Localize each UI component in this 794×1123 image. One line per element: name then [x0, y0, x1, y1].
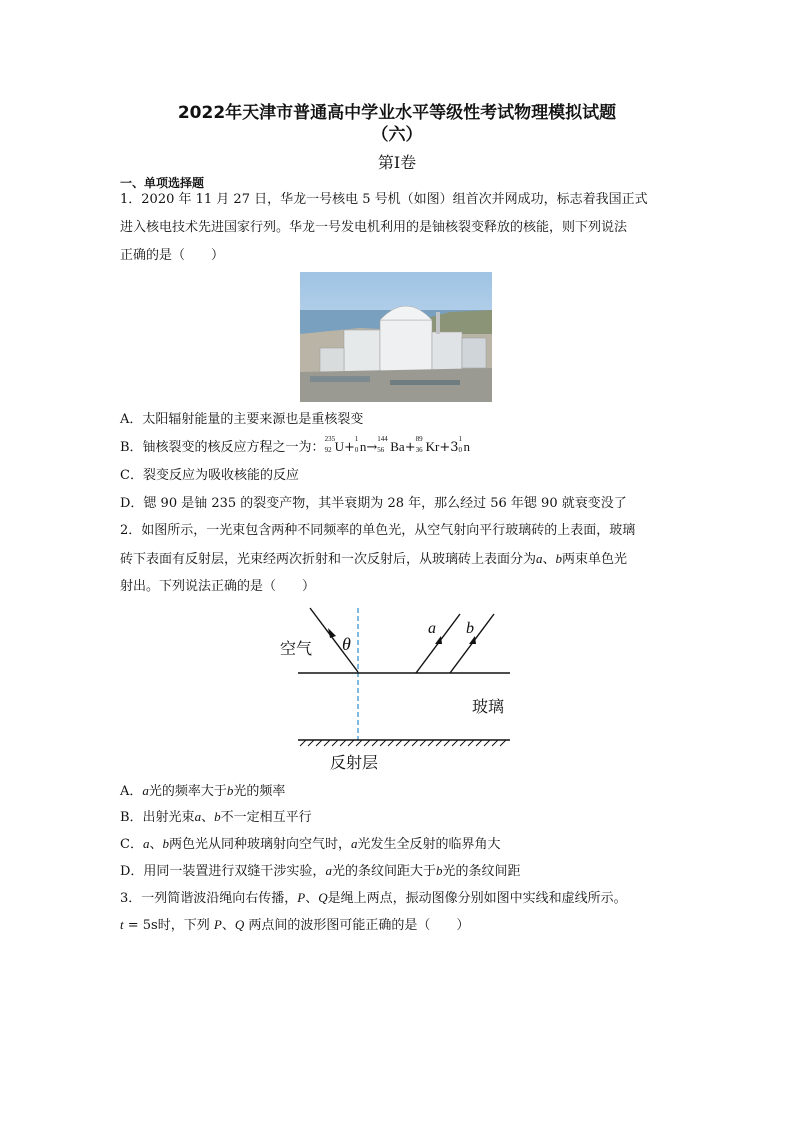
q2-option-b: B．出射光束a、b不一定相互平行: [120, 809, 312, 825]
nuclide-neutron-2: 1 0 n: [458, 435, 471, 454]
q1-option-b-text: B．铀核裂变的核反应方程之一为：: [120, 440, 325, 455]
air-label: 空气: [280, 639, 313, 658]
q2-option-a: A．a光的频率大于b光的频率: [120, 783, 286, 799]
q1-option-d: D．锶 90 是铀 235 的裂变产物，其半衰期为 28 年，那么经过 56 年锶 90 就衰变没了: [120, 496, 627, 511]
page-title: 2022年天津市普通高中学业水平等级性考试物理模拟试题: [177, 103, 617, 123]
q1-option-c: C．裂变反应为吸收核能的反应: [120, 468, 299, 483]
q2-option-c: C．a、b两色光从同种玻璃射向空气时，a光发生全反射的临界角大: [120, 836, 501, 852]
nuclide-neutron: 1 0 n: [354, 435, 367, 454]
q1-option-b: B．铀核裂变的核反应方程之一为： 235 92 U+ 1 0 n→ 144 56 Ba+ 89 36 Kr+3 1 0 n: [120, 435, 471, 455]
reaction-arrow: →: [366, 440, 378, 455]
page-subtitle: （六）: [371, 125, 423, 145]
q2-line-2: 砖下表面有反射层，光束经两次折射和一次反射后，从玻璃砖上表面分为a、b两束单色光: [120, 551, 628, 567]
glass-label: 玻璃: [472, 697, 505, 716]
hatch-marks: [300, 740, 506, 746]
nuclide-u235: 235 92 U: [324, 435, 344, 454]
q2-line-1: 2．如图所示，一光束包含两种不同频率的单色光，从空气射向平行玻璃砖的上表面，玻璃: [120, 523, 636, 538]
q3-line-1: 3．一列简谐波沿绳向右传播，P、Q是绳上两点，振动图像分别如图中实线和虚线所示。: [120, 890, 627, 906]
q2-option-d: D．用同一装置进行双缝干涉实验，a光的条纹间距大于b光的条纹间距: [120, 863, 521, 879]
q1-option-a: A．太阳辐射能量的主要来源也是重核裂变: [120, 412, 364, 427]
theta-label: θ: [342, 634, 351, 654]
ray-b-label: b: [466, 620, 474, 637]
reflect-layer-label: 反射层: [330, 753, 379, 772]
volume-label: 第Ⅰ卷: [377, 153, 417, 172]
nuclide-ba144: 144 56 Ba: [377, 435, 405, 454]
q3-line-2: t = 5s时，下列 P、Q 两点间的波形图可能正确的是（ ）: [120, 917, 470, 933]
q2-line-3: 射出。下列说法正确的是（ ）: [120, 579, 316, 594]
nuclide-kr89: 89 36 Kr: [415, 435, 440, 454]
incident-arrow-icon: [328, 628, 336, 638]
q1-line-1: 1．2020 年 11 月 27 日，华龙一号核电 5 号机（如图）组首次并网成功，标志着我国正式: [120, 192, 648, 207]
optics-figure: [270, 600, 530, 775]
ray-a-arrow-icon: [435, 636, 442, 644]
nuclear-plant-photo: [300, 272, 492, 402]
ray-a-label: a: [428, 620, 436, 637]
q1-line-3: 正确的是（ ）: [120, 248, 225, 263]
section-heading: 一、单项选择题: [120, 176, 205, 190]
q1-line-2: 进入核电技术先进国家行列。华龙一号发电机利用的是铀核裂变释放的核能，则下列说法: [120, 220, 628, 235]
